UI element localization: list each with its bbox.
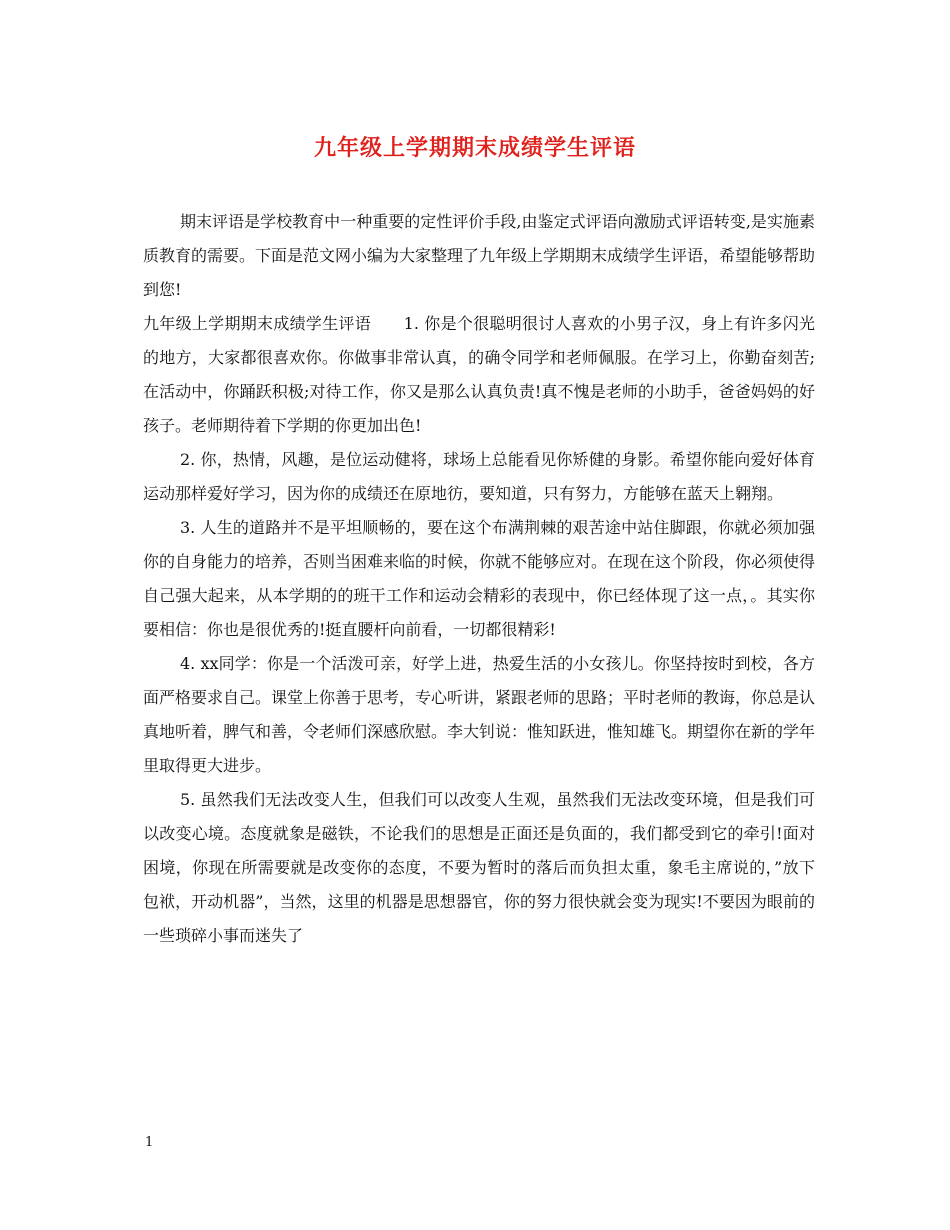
comment-item-4: 4. xx同学：你是一个活泼可亲，好学上进，热爱生活的小女孩儿。你坚持按时到校，各方面严格要求自己。课堂上你善于思考，专心听讲，紧跟老师的思路；平时老师的教诲，你总是认真地听着，脾气和善，令老师们深感欣慰。李大钊说：惟知跃进，惟知雄飞。期望你在新的学年里取得更大进步。 bbox=[143, 654, 816, 775]
comment-item-5: 5. 虽然我们无法改变人生，但我们可以改变人生观，虽然我们无法改变环境，但是我们可以改变心境。态度就象是磁铁，不论我们的思想是正面还是负面的，我们都受到它的牵引!面对困境，你现在所需要就是改变你的态度，不要为暂时的落后而负担太重，象毛主席说的，”放下包袱，开动机器”，当然，这里的机器是思想器官，你的努力很快就会变为现实!不要因为眼前的一些琐碎小事而迷失了 bbox=[143, 790, 815, 945]
comment-item-3: 3. 人生的道路并不是平坦顺畅的，要在这个布满荆棘的艰苦途中站住脚跟，你就必须加强你的自身能力的培养，否则当困难来临的时候，你就不能够应对。在现在这个阶段，你必须使得自己强大起来，从本学期的的班干工作和运动会精彩的表现中，你已经体现了这一点，。其实你要相信：你也是很优秀的!挺直腰杆向前看，一切都很精彩! bbox=[143, 518, 816, 639]
page-number: 1 bbox=[145, 1135, 154, 1150]
intro-paragraph: 期末评语是学校教育中一种重要的定性评价手段,由鉴定式评语向激励式评语转变,是实施素质教育的需要。下面是范文网小编为大家整理了九年级上学期期末成绩学生评语，希望能够帮助到您! bbox=[143, 212, 816, 299]
comment-item-2: 2. 你，热情，风趣，是位运动健将，球场上总能看见你矫健的身影。希望你能向爱好体育运动那样爱好学习，因为你的成绩还在原地彷，要知道，只有努力，方能够在蓝天上翱翔。 bbox=[143, 450, 815, 503]
document-body bbox=[143, 205, 815, 953]
document-title: 九年级上学期期末成绩学生评语 bbox=[313, 135, 636, 161]
comment-item-1: 九年级上学期期末成绩学生评语 1. 你是个很聪明很讨人喜欢的小男子汉，身上有许多闪光的地方，大家都很喜欢你。你做事非常认真，的确令同学和老师佩服。在学习上，你勤奋刻苦;在活动中，你踊跃积极;对待工作，你又是那么认真负责!真不愧是老师的小助手，爸爸妈妈的好孩子。老师期待着下学期的你更加出色! bbox=[143, 314, 815, 435]
